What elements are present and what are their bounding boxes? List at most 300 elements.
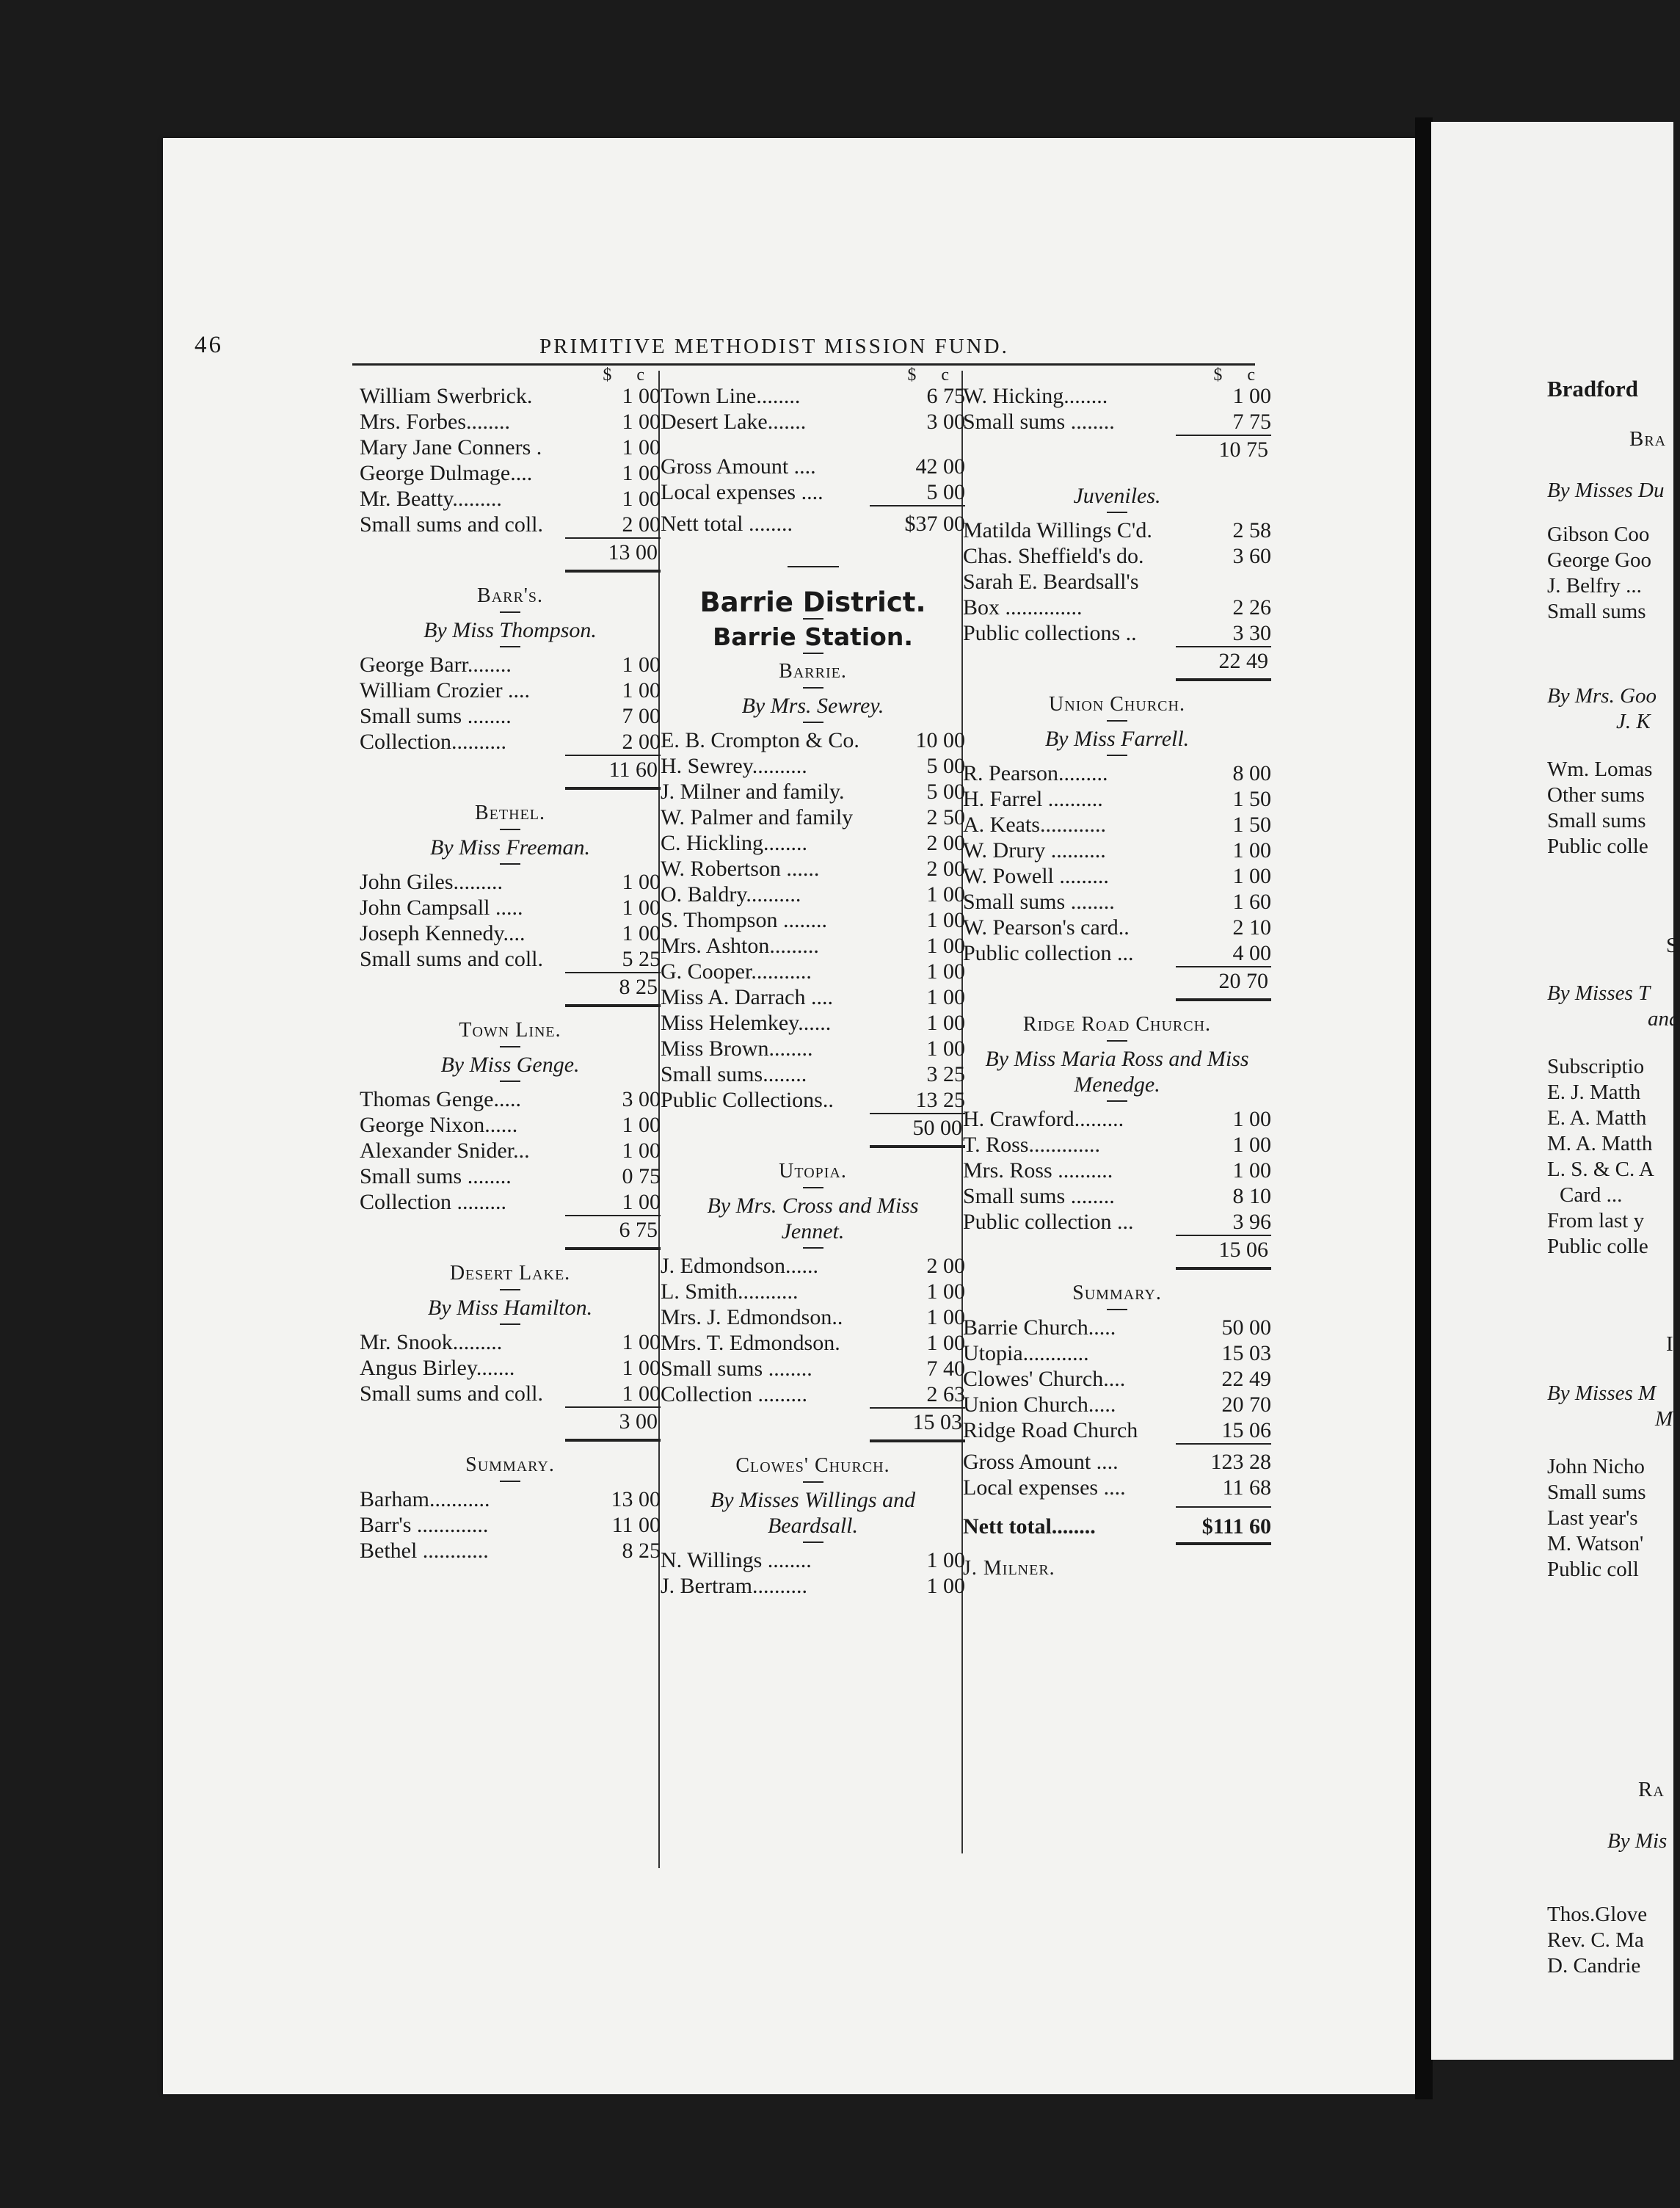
donor-name: Small sums ........ — [360, 704, 512, 728]
entry-list — [661, 1547, 965, 1599]
donation-amount: 1 00 — [926, 882, 965, 907]
right-page-line: Thos.Glove — [1547, 1903, 1648, 1926]
donor-name: W. Drury .......... — [963, 838, 1106, 862]
donation-amount: 1 60 — [1232, 890, 1271, 914]
page-gutter — [1415, 117, 1433, 2099]
donor-name: G. Cooper........... — [661, 959, 812, 984]
donation-amount: 7 00 — [622, 704, 661, 728]
donor-name: Collection ......... — [661, 1382, 807, 1406]
ledger-row — [963, 889, 1271, 915]
donor-name: Mr. Beatty......... — [360, 487, 502, 511]
donor-name: William Swerbrick. — [360, 384, 533, 408]
ledger-row — [661, 1279, 965, 1304]
donation-amount: 1 00 — [926, 1279, 965, 1304]
section-heading: Ridge Road Church. — [1022, 1013, 1212, 1036]
right-page-line: From last y — [1547, 1209, 1645, 1232]
donor-name: Barr's ............. — [360, 1513, 489, 1537]
ledger-row — [360, 1381, 661, 1406]
ledger-row — [360, 1138, 661, 1163]
donor-name: L. Smith........... — [661, 1279, 799, 1304]
ledger-row — [360, 1512, 661, 1538]
ledger-row — [661, 1253, 965, 1279]
donation-amount: 2 00 — [926, 857, 965, 881]
right-page-line: Public coll — [1547, 1558, 1639, 1581]
ledger-row — [661, 1547, 965, 1573]
ledger-row — [661, 1087, 965, 1113]
ledger-row — [360, 946, 661, 972]
ledger-row — [963, 1106, 1271, 1132]
section-total: 13 00 — [608, 540, 658, 564]
ledger-row — [360, 920, 661, 946]
donor-name: Small sums........ — [661, 1062, 807, 1086]
donor-name: E. B. Crompton & Co. — [661, 728, 859, 752]
right-page-line: L. S. & C. A — [1547, 1158, 1654, 1181]
donation-amount: 15 03 — [1221, 1341, 1271, 1365]
donor-name: W. Robertson ...... — [661, 857, 820, 881]
section-collector: By Misses Willings and Beardsall. — [710, 1488, 916, 1538]
donation-amount: 1 00 — [622, 1190, 661, 1214]
donor-name: H. Sewrey.......... — [661, 754, 807, 778]
ledger-row — [963, 409, 1271, 435]
right-page-line: Other sums — [1547, 783, 1645, 807]
donation-amount: 1 00 — [926, 1305, 965, 1329]
donor-name: Small sums and coll. — [360, 1381, 543, 1406]
entry-list — [360, 1086, 661, 1215]
ledger-row — [963, 595, 1271, 620]
page-header — [194, 332, 1259, 361]
donor-name: Small sums ........ — [360, 1164, 512, 1188]
donation-amount — [1211, 569, 1271, 595]
right-page-line: J. Belfry ... — [1547, 574, 1642, 598]
entry-list — [963, 1106, 1271, 1235]
donation-amount: 1 00 — [622, 896, 661, 920]
entry-list — [963, 1315, 1271, 1443]
page-title: PRIMITIVE METHODIST MISSION FUND. — [539, 335, 1009, 358]
right-page-line: S — [1666, 934, 1679, 957]
right-page-line: I — [1666, 1332, 1674, 1356]
donor-name: Utopia............ — [963, 1341, 1089, 1365]
donor-name: N. Willings ........ — [661, 1548, 812, 1572]
donation-amount: 2 00 — [926, 1254, 965, 1278]
ledger-row — [963, 569, 1271, 595]
donation-amount: 2 58 — [1232, 518, 1271, 542]
section-collector: By Miss Thompson. — [423, 618, 597, 642]
donor-name: Small sums ........ — [963, 410, 1115, 434]
donor-name: Joseph Kennedy.... — [360, 921, 526, 945]
donation-amount: 6 75 — [926, 384, 965, 408]
units-label: $ c — [1213, 366, 1265, 385]
ledger-row — [360, 729, 661, 755]
donor-name: Union Church..... — [963, 1392, 1116, 1417]
ledger-row — [360, 435, 661, 460]
section-heading: Union Church. — [1049, 693, 1185, 716]
donor-name: Clowes' Church.... — [963, 1367, 1126, 1391]
ledger-row — [360, 1189, 661, 1215]
right-page-line: George Goo — [1547, 548, 1652, 572]
donation-amount: 22 49 — [1221, 1367, 1271, 1391]
right-page-line: M. Watson' — [1547, 1532, 1644, 1555]
donor-name: Bethel ............ — [360, 1539, 489, 1563]
donor-name: A. Keats............ — [963, 813, 1106, 837]
station-heading: Barrie Station. — [713, 622, 913, 651]
donor-name: Small sums and coll. — [360, 947, 543, 971]
ledger-row — [661, 1010, 965, 1036]
donor-name: Small sums ........ — [963, 1184, 1115, 1208]
section-collector: By Miss Farrell. — [1044, 727, 1190, 751]
section-heading: Summary. — [465, 1453, 555, 1476]
right-page-line: John Nicho — [1547, 1455, 1645, 1478]
donation-amount: 2 00 — [622, 730, 661, 754]
donation-amount: 1 00 — [622, 461, 661, 485]
ledger-row — [661, 933, 965, 959]
donor-name: William Crozier .... — [360, 678, 531, 702]
ledger-row — [661, 984, 965, 1010]
section-collector: By Mrs. Sewrey. — [741, 694, 884, 718]
donor-name: Box .............. — [963, 595, 1083, 620]
donor-name: Alexander Snider... — [360, 1138, 530, 1163]
ledger-row — [963, 760, 1271, 786]
ledger-row — [963, 1183, 1271, 1209]
donor-name: Barrie Church..... — [963, 1315, 1116, 1340]
right-page-line: Public colle — [1547, 835, 1648, 858]
ledger-row — [360, 1112, 661, 1138]
donor-name: T. Ross............. — [963, 1133, 1100, 1157]
donation-amount: 3 00 — [926, 410, 965, 434]
ledger-row — [963, 915, 1271, 940]
right-page-line: M — [1655, 1407, 1673, 1431]
donor-name: J. Edmondson...... — [661, 1254, 819, 1278]
donation-amount: 1 00 — [926, 1574, 965, 1598]
donor-name: Public collection ... — [963, 941, 1134, 965]
right-page-line: Bradford — [1547, 376, 1638, 402]
section-heading: Barrie. — [779, 660, 847, 683]
donation-amount: 1 00 — [622, 410, 661, 434]
ledger-row — [360, 703, 661, 729]
donation-amount: 5 25 — [622, 947, 661, 971]
donation-amount: 10 00 — [915, 728, 965, 752]
donation-amount: 2 10 — [1232, 915, 1271, 940]
donation-amount: 5 00 — [926, 780, 965, 804]
section-heading: Barr's. — [477, 584, 543, 607]
right-page-line: M. A. Matth — [1547, 1132, 1653, 1155]
donor-name: Chas. Sheffield's do. — [963, 544, 1144, 568]
nett-total-row: Nett total ........ $37 00 — [661, 512, 965, 536]
right-page-line: D. Candrie — [1547, 1954, 1641, 1978]
donor-name: Mrs. T. Edmondson. — [661, 1331, 840, 1355]
ledger-row — [963, 620, 1271, 646]
right-page-line: and — [1648, 1007, 1680, 1031]
donor-name: C. Hickling........ — [661, 831, 807, 855]
donation-amount: 3 00 — [622, 1087, 661, 1111]
donation-amount: 1 00 — [1232, 384, 1271, 408]
gross-amount-row: Gross Amount .... 42 00 — [661, 454, 965, 479]
donation-amount: 1 00 — [622, 1381, 661, 1406]
header-rule — [352, 363, 1255, 366]
ledger-row — [661, 907, 965, 933]
donor-name: Miss Brown........ — [661, 1036, 813, 1061]
donor-name: Small sums ........ — [963, 890, 1115, 914]
entry-list — [360, 1486, 661, 1564]
ledger-row — [963, 1392, 1271, 1417]
donation-amount: 1 50 — [1232, 787, 1271, 811]
section-total: 15 03 — [912, 1410, 962, 1434]
donation-amount: 1 00 — [1232, 1107, 1271, 1131]
right-page-line: By Mrs. Goo — [1547, 684, 1657, 708]
donation-amount: 1 00 — [926, 1548, 965, 1572]
ledger-row — [661, 959, 965, 984]
right-page-line: Rev. C. Ma — [1547, 1928, 1644, 1952]
donation-amount: 1 00 — [622, 1356, 661, 1380]
page-number: 46 — [194, 332, 223, 358]
donation-amount: 13 25 — [915, 1088, 965, 1112]
donor-name: Town Line........ — [661, 384, 801, 408]
section-heading: Clowes' Church. — [735, 1454, 890, 1477]
ledger-row — [661, 409, 965, 435]
donor-name: Angus Birley....... — [360, 1356, 515, 1380]
donation-amount: 1 00 — [622, 384, 661, 408]
ledger-row — [360, 1086, 661, 1112]
section-heading: Bethel. — [475, 802, 545, 824]
section-collector: By Miss Genge. — [440, 1053, 580, 1077]
donor-name: Mrs. Ashton......... — [661, 934, 819, 958]
section-total: 22 49 — [1218, 649, 1268, 673]
donor-name: Matilda Willings C'd. — [963, 518, 1152, 542]
ledger-row — [963, 1366, 1271, 1392]
right-page-line: By Misses Du — [1547, 479, 1665, 502]
donation-amount: 3 96 — [1232, 1210, 1271, 1234]
ledger-row — [360, 678, 661, 703]
ledger-row — [963, 1417, 1271, 1443]
ledger-row — [963, 940, 1271, 966]
donation-amount: 7 75 — [1232, 410, 1271, 434]
ledger-row — [360, 652, 661, 678]
right-page-line: Wm. Lomas — [1547, 758, 1653, 781]
ledger-row — [661, 1356, 965, 1381]
ledger-row — [661, 383, 965, 409]
donation-amount: 3 30 — [1232, 621, 1271, 645]
donation-amount: 4 00 — [1232, 941, 1271, 965]
ledger-row — [360, 1538, 661, 1564]
donation-amount: 1 00 — [622, 1330, 661, 1354]
donor-name: John Giles......... — [360, 870, 503, 894]
donation-amount: 1 00 — [926, 985, 965, 1009]
donor-name: Public collections .. — [963, 621, 1137, 645]
ledger-row — [360, 383, 661, 409]
local-expenses-row: Local expenses .... 11 68 — [963, 1475, 1271, 1500]
donation-amount: 1 00 — [622, 870, 661, 894]
ledger-row — [963, 1132, 1271, 1158]
donation-amount: 1 00 — [1232, 838, 1271, 862]
section-total: 6 75 — [619, 1218, 658, 1242]
ledger-row — [963, 543, 1271, 569]
donation-amount: 8 10 — [1232, 1184, 1271, 1208]
ledger-row — [661, 779, 965, 805]
donor-name: John Campsall ..... — [360, 896, 523, 920]
donor-name: R. Pearson......... — [963, 761, 1108, 785]
section-total: 50 00 — [912, 1116, 962, 1140]
ledger-row — [661, 1061, 965, 1087]
donor-name: W. Hicking........ — [963, 384, 1108, 408]
gross-amount-row: Gross Amount .... 123 28 — [963, 1450, 1271, 1474]
ledger-row — [360, 1329, 661, 1355]
units-label: $ c — [907, 366, 959, 385]
ledger-row — [661, 830, 965, 856]
donor-name: Desert Lake....... — [661, 410, 807, 434]
entry-list — [360, 652, 661, 755]
right-page-line: By Misses T — [1547, 981, 1651, 1005]
ledger-row — [963, 518, 1271, 543]
signature: J. Milner. — [963, 1557, 1055, 1580]
donor-name: Collection ......... — [360, 1190, 506, 1214]
donation-amount: 15 06 — [1221, 1418, 1271, 1442]
ledger-row — [360, 895, 661, 920]
ledger-row — [360, 409, 661, 435]
donation-amount: 1 00 — [926, 959, 965, 984]
donor-name: J. Milner and family. — [661, 780, 845, 804]
donation-amount: 50 00 — [1221, 1315, 1271, 1340]
right-page-line: Small sums — [1547, 600, 1646, 623]
column-2 — [661, 367, 965, 1599]
section-total: 8 25 — [619, 975, 658, 999]
donor-name: H. Farrel .......... — [963, 787, 1103, 811]
ledger-row — [963, 786, 1271, 812]
donor-name: George Barr........ — [360, 653, 512, 677]
donor-name: Mary Jane Conners . — [360, 435, 542, 460]
donation-amount: 13 00 — [611, 1487, 661, 1511]
right-page-line: E. J. Matth — [1547, 1081, 1641, 1104]
donor-name: Mrs. Forbes........ — [360, 410, 511, 434]
entry-list — [963, 518, 1271, 646]
right-page-line: Small sums — [1547, 1481, 1646, 1504]
local-expenses-row: Local expenses .... 5 00 — [661, 480, 965, 504]
donation-amount: 3 60 — [1232, 544, 1271, 568]
right-page-line: Subscriptio — [1547, 1055, 1645, 1078]
ledger-row — [661, 1304, 965, 1330]
ledger-row — [963, 1340, 1271, 1366]
ledger-row — [661, 856, 965, 882]
ledger-row — [360, 1163, 661, 1189]
section-total: 3 00 — [619, 1409, 658, 1434]
section-collector: By Mrs. Cross and Miss Jennet. — [707, 1194, 919, 1243]
donation-amount: 3 25 — [926, 1062, 965, 1086]
donor-name: J. Bertram.......... — [661, 1574, 807, 1598]
donation-amount: 2 26 — [1232, 595, 1271, 620]
donor-name: Mrs. Ross .......... — [963, 1158, 1113, 1183]
donor-name: Miss Helemkey...... — [661, 1011, 832, 1035]
right-page-line: E. A. Matth — [1547, 1106, 1647, 1130]
donation-amount: 1 00 — [1232, 1158, 1271, 1183]
donor-name: Ridge Road Church — [963, 1418, 1138, 1442]
ledger-row — [963, 863, 1271, 889]
donor-name: Public collection ... — [963, 1210, 1134, 1234]
ledger-row — [963, 1315, 1271, 1340]
ledger-row — [661, 1330, 965, 1356]
donor-name: S. Thompson ........ — [661, 908, 827, 932]
district-heading: Barrie District. — [699, 586, 926, 618]
donation-amount: 2 00 — [926, 831, 965, 855]
donation-amount: 2 50 — [926, 805, 965, 829]
right-page-line: J. K — [1616, 710, 1651, 733]
ledger-row — [360, 512, 661, 537]
section-collector: By Miss Freeman. — [430, 835, 590, 860]
right-page-line: Ra — [1638, 1778, 1665, 1801]
donation-amount: 1 00 — [622, 435, 661, 460]
donor-name: Small sums and coll. — [360, 512, 543, 537]
nett-total-row: Nett total........ $111 60 — [963, 1514, 1271, 1539]
ledger-row — [661, 805, 965, 830]
donor-name: Mr. Snook......... — [360, 1330, 503, 1354]
entry-list — [661, 727, 965, 1113]
ledger-row — [661, 753, 965, 779]
entry-list — [963, 383, 1271, 435]
section-heading: Utopia. — [779, 1160, 847, 1183]
donation-amount: 8 00 — [1232, 761, 1271, 785]
donor-name: Mrs. J. Edmondson.. — [661, 1305, 843, 1329]
ledger-row — [360, 1355, 661, 1381]
ledger-row — [360, 460, 661, 486]
donation-amount: 1 00 — [926, 1331, 965, 1355]
donor-name: George Nixon...... — [360, 1113, 518, 1137]
section-total: 15 06 — [1218, 1238, 1268, 1262]
entry-list — [360, 1329, 661, 1406]
ledger-row — [661, 1036, 965, 1061]
entry-list — [360, 869, 661, 972]
donation-amount: 1 50 — [1232, 813, 1271, 837]
right-page-line: Card ... — [1560, 1183, 1623, 1207]
section-heading: Summary. — [1072, 1282, 1162, 1304]
section-total: 11 60 — [608, 758, 658, 782]
ledger-row — [963, 1209, 1271, 1235]
donor-name: W. Palmer and family — [661, 805, 854, 829]
donation-amount: 1 00 — [926, 1036, 965, 1061]
section-total: 10 75 — [1218, 437, 1268, 462]
donation-amount: 1 00 — [1232, 1133, 1271, 1157]
donor-name: W. Pearson's card.. — [963, 915, 1130, 940]
donation-amount: 1 00 — [622, 678, 661, 702]
donor-name: H. Crawford......... — [963, 1107, 1124, 1131]
ledger-row — [963, 838, 1271, 863]
donation-amount: 2 00 — [622, 512, 661, 537]
column-3 — [963, 367, 1271, 1581]
ledger-row — [661, 1381, 965, 1407]
donor-name: W. Powell ......... — [963, 864, 1109, 888]
right-page-line: Bra — [1629, 427, 1667, 451]
ledger-row — [360, 1486, 661, 1512]
ledger-row — [661, 1573, 965, 1599]
right-page-line: Small sums — [1547, 809, 1646, 832]
entry-list — [963, 760, 1271, 966]
donor-name: Thomas Genge..... — [360, 1087, 521, 1111]
donor-name: Small sums ........ — [661, 1357, 812, 1381]
donation-amount: 20 70 — [1221, 1392, 1271, 1417]
donation-amount: 1 00 — [1232, 864, 1271, 888]
donation-amount: 1 00 — [622, 1138, 661, 1163]
right-page-line: Public colle — [1547, 1235, 1648, 1258]
donation-amount: 1 00 — [926, 934, 965, 958]
right-page-line: Last year's — [1547, 1506, 1638, 1530]
section-total: 20 70 — [1218, 969, 1268, 993]
donation-amount: 2 63 — [926, 1382, 965, 1406]
units-label: $ c — [603, 366, 655, 385]
donor-name: George Dulmage.... — [360, 461, 533, 485]
section-heading: Town Line. — [459, 1019, 561, 1042]
section-heading: Desert Lake. — [449, 1262, 571, 1285]
donation-amount: 1 00 — [622, 921, 661, 945]
donor-name: Sarah E. Beardsall's — [963, 570, 1139, 594]
section-collector: By Miss Maria Ross and Miss Menedge. — [985, 1047, 1249, 1097]
ledger-row — [661, 882, 965, 907]
donation-amount: 1 00 — [622, 653, 661, 677]
